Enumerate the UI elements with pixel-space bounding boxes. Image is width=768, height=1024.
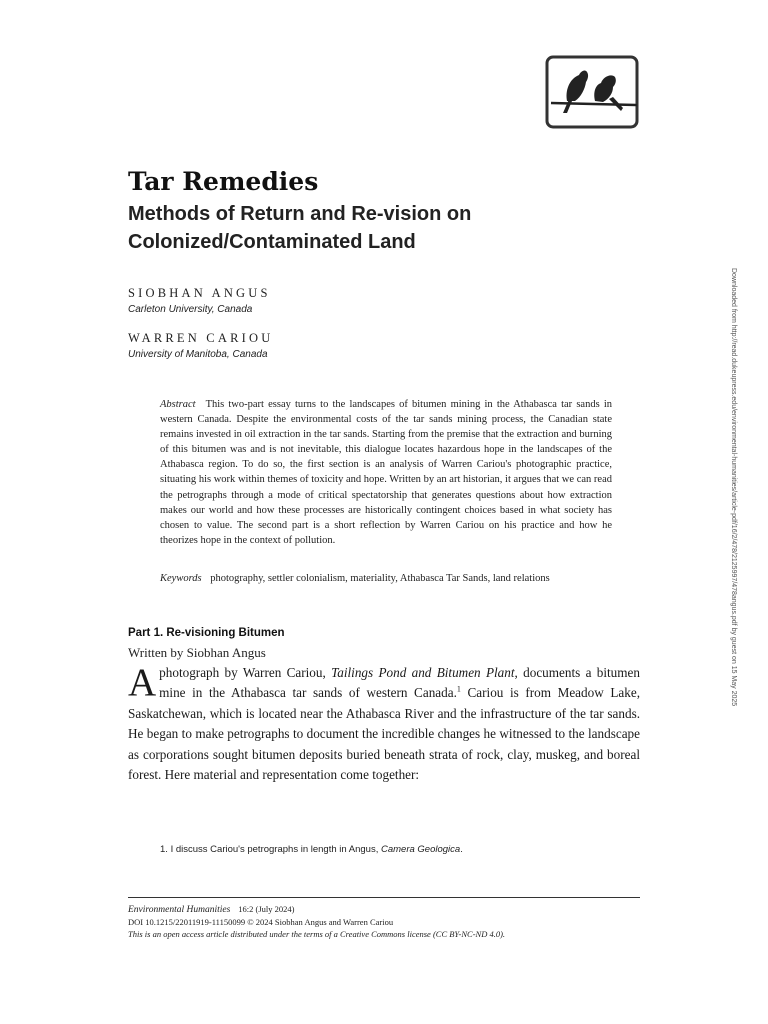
journal-issue: 16:2 (July 2024) — [238, 904, 295, 914]
footnote — [160, 844, 463, 855]
abstract-label: Abstract — [160, 399, 196, 410]
author-name: WARREN CARIOU — [128, 331, 274, 345]
footer — [128, 903, 505, 940]
author-affiliation: Carleton University, Canada — [128, 304, 253, 315]
footnote-italic: Camera Geologica — [380, 844, 461, 855]
journal-name: Environmental Humanities — [128, 905, 231, 915]
two-birds-on-wire-icon — [545, 55, 639, 129]
license-line: This is an open access article distributed under the terms of a Creative Commons license (CC BY-NC-ND 4.0). — [128, 929, 506, 939]
footnote-text: I discuss Cariou's petrographs in length in Angus, — [170, 844, 381, 855]
body-paragraph — [128, 663, 640, 785]
artwork-title: Tailings Pond and Bitumen Plant — [331, 665, 515, 680]
abstract-text: This two-part essay turns to the landscapes of bitumen mining in the Athabasca tar sands in western Canada. Despite the environmental costs of the tar sands mining process, the Canadian state remains invested in oil extraction in the tar sands. Starting from the premise that the extraction and burning of this bitumen was and is not inevitable, this dialogue locates hazardous hope in the landscapes of the Athabasca region. To do so, the first section is an analysis of Warren Cariou's photographic practice, situating his work within themes of toxicity and hope. Written by an art historian, it argues that we can read the petrographs through a mode of critical spectatorship that generates questions about how extraction makes our world and how these processes are historically contingent choices based in what society has chosen to value. The second part is a short reflection by Warren Cariou on his practice and how he theorizes hope in the context of pollution. — [160, 399, 612, 546]
article-subtitle: Methods of Return and Re-vision on Colonized/Contaminated Land — [128, 203, 472, 253]
keywords-label: Keywords — [160, 573, 202, 584]
body-text-1: photograph by Warren Cariou, — [159, 665, 332, 680]
body-text-3: Cariou is from Meadow Lake, Saskatchewan, which is located near the Athabasca River and the infrastructure of the tar sands. He began to make petrographs to document the incredible changes he witnessed to the landscape as corporations sought bitumen deposits buried beneath strata of rock, clay, muskeg, and boreal forest. Here material and representation come together: — [128, 685, 640, 783]
drop-cap: A — [128, 661, 157, 704]
section-heading: Part 1. Re-visioning Bitumen — [128, 627, 285, 639]
author-name: SIOBHAN ANGUS — [128, 286, 271, 300]
section-byline: Written by Siobhan Angus — [128, 645, 266, 660]
footnote-ref[interactable]: 1 — [456, 685, 461, 695]
author-affiliation: University of Manitoba, Canada — [128, 349, 268, 360]
article-title: Tar Remedies — [128, 167, 319, 196]
footer-divider — [128, 897, 640, 898]
body-text-2: , documents a bitumen mine in the Athabasca tar sands of western Canada. — [159, 665, 640, 701]
download-watermark: Downloaded from http://read.dukeupress.edu/environmental-humanities/article-pdf/16/2/478/2125997/478angus.pdf by guest on 15 May 2025 — [730, 268, 737, 707]
abstract — [160, 397, 612, 548]
footnote-number: 1. — [160, 844, 168, 855]
footnote-end: . — [460, 844, 463, 855]
keywords — [160, 571, 620, 586]
keywords-text: photography, settler colonialism, materiality, Athabasca Tar Sands, land relations — [210, 573, 550, 584]
doi-line: DOI 10.1215/22011919-11150099 © 2024 Siobhan Angus and Warren Cariou — [128, 917, 394, 927]
